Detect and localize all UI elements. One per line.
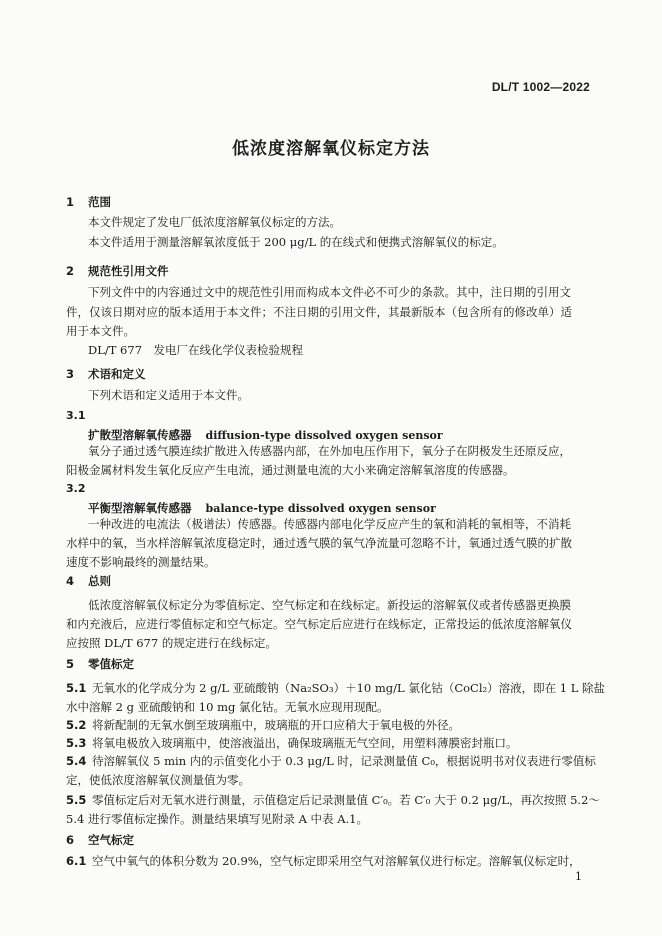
paragraph-line: 氧分子通过透气膜连续扩散进入传感器内部，在外加电压作用下，氧分子在阴极发生还原反应， [88, 444, 571, 458]
paragraph-line: 和内充液后，应进行零值标定和空气标定。空气标定后应进行在线标定，正常投运的低浓度溶解氧仪 [66, 617, 572, 631]
term-heading: 扩散型溶解氧传感器 diffusion-type dissolved oxygen sensor [88, 428, 443, 442]
paragraph-line: 一种改进的电流法（极谱法）传感器。传感器内部电化学反应产生的氧和消耗的氧相等，不消耗 [88, 517, 571, 531]
clause-line: 水中溶解 2 g 亚硫酸钠和 10 mg 氯化钴。无氧水应现用现配。 [66, 700, 389, 714]
paragraph-line: 阳极金属材料发生氧化反应产生电流，通过测量电流的大小来确定溶解氧溶度的传感器。 [66, 463, 515, 477]
paragraph-line: 低浓度溶解氧仪标定分为零值标定、空气标定和在线标定。新投运的溶解氧仪或者传感器更换膜 [88, 598, 571, 612]
paragraph-line: 下列术语和定义适用于本文件。 [88, 388, 249, 402]
paragraph-line: 件，仅该日期对应的版本适用于本文件；不注日期的引用文件，其最新版本（包含所有的修改单）适 [66, 305, 572, 319]
paragraph-line: 水样中的氧，当水样溶解氧浓度稳定时，通过透气膜的氧气净流量可忽略不计，氧通过透气膜的扩散 [66, 536, 572, 550]
clause-line: 5.5 零值标定后对无氧水进行测量，示值稳定后记录测量值 C′₀。若 C′₀ 大于 0.2 μg/L，再次按照 5.2～ [66, 793, 600, 807]
term-number: 3.2 [66, 482, 86, 495]
section-heading: 3 术语和定义 [66, 367, 146, 381]
clause-line: 5.4 待溶解氧仪 5 min 内的示值变化小于 0.3 μg/L 时，记录测量值 C₀，根据说明书对仪表进行零值标 [66, 754, 596, 768]
term-number: 3.1 [66, 409, 86, 422]
section-heading: 1 范围 [66, 195, 111, 209]
paragraph-line: 用于本文件。 [66, 324, 135, 338]
paragraph-line: 本文件适用于测量溶解氧浓度低于 200 μg/L 的在线式和便携式溶解氧仪的标定。 [88, 235, 504, 249]
clause-line: 5.2 将新配制的无氧水倒至玻璃瓶中，玻璃瓶的开口应稍大于氧电极的外径。 [66, 718, 460, 732]
paragraph-line: 速度不影响最终的测量结果。 [66, 555, 216, 569]
section-heading: 4 总则 [66, 574, 111, 588]
section-heading: 2 规范性引用文件 [66, 264, 169, 278]
section-heading: 5 零值标定 [66, 657, 134, 671]
term-heading: 平衡型溶解氧传感器 balance-type dissolved oxygen sensor [88, 501, 436, 515]
clause-line: 5.1 无氧水的化学成分为 2 g/L 亚硫酸钠（Na₂SO₃）＋10 mg/L 氯化钴（CoCl₂）溶液，即在 1 L 除盐 [66, 681, 606, 695]
clause-line: 定，使低浓度溶解氧仪测量值为零。 [66, 773, 250, 787]
reference-entry: DL/T 677 发电厂在线化学仪表检验规程 [88, 343, 304, 357]
paragraph-line: 下列文件中的内容通过文中的规范性引用而构成本文件必不可少的条款。其中，注日期的引用文 [88, 285, 571, 299]
page-number: 1 [575, 870, 582, 883]
clause-line: 6.1 空气中氧气的体积分数为 20.9%，空气标定即采用空气对溶解氧仪进行标定。溶解氧仪标定时， [66, 854, 581, 868]
paragraph-line: 本文件规定了发电厂低浓度溶解氧仪标定的方法。 [88, 215, 341, 229]
paragraph-line: 应按照 DL/T 677 的规定进行在线标定。 [66, 636, 277, 650]
clause-line: 5.3 将氧电极放入玻璃瓶中，使溶液溢出，确保玻璃瓶无气空间，用塑料薄膜密封瓶口。 [66, 736, 518, 750]
clause-line: 5.4 进行零值标定操作。测量结果填写见附录 A 中表 A.1。 [66, 812, 368, 826]
document-title: 低浓度溶解氧仪标定方法 [232, 139, 430, 159]
section-heading: 6 空气标定 [66, 833, 134, 847]
standard-code: DL/T 1002—2022 [491, 80, 590, 94]
